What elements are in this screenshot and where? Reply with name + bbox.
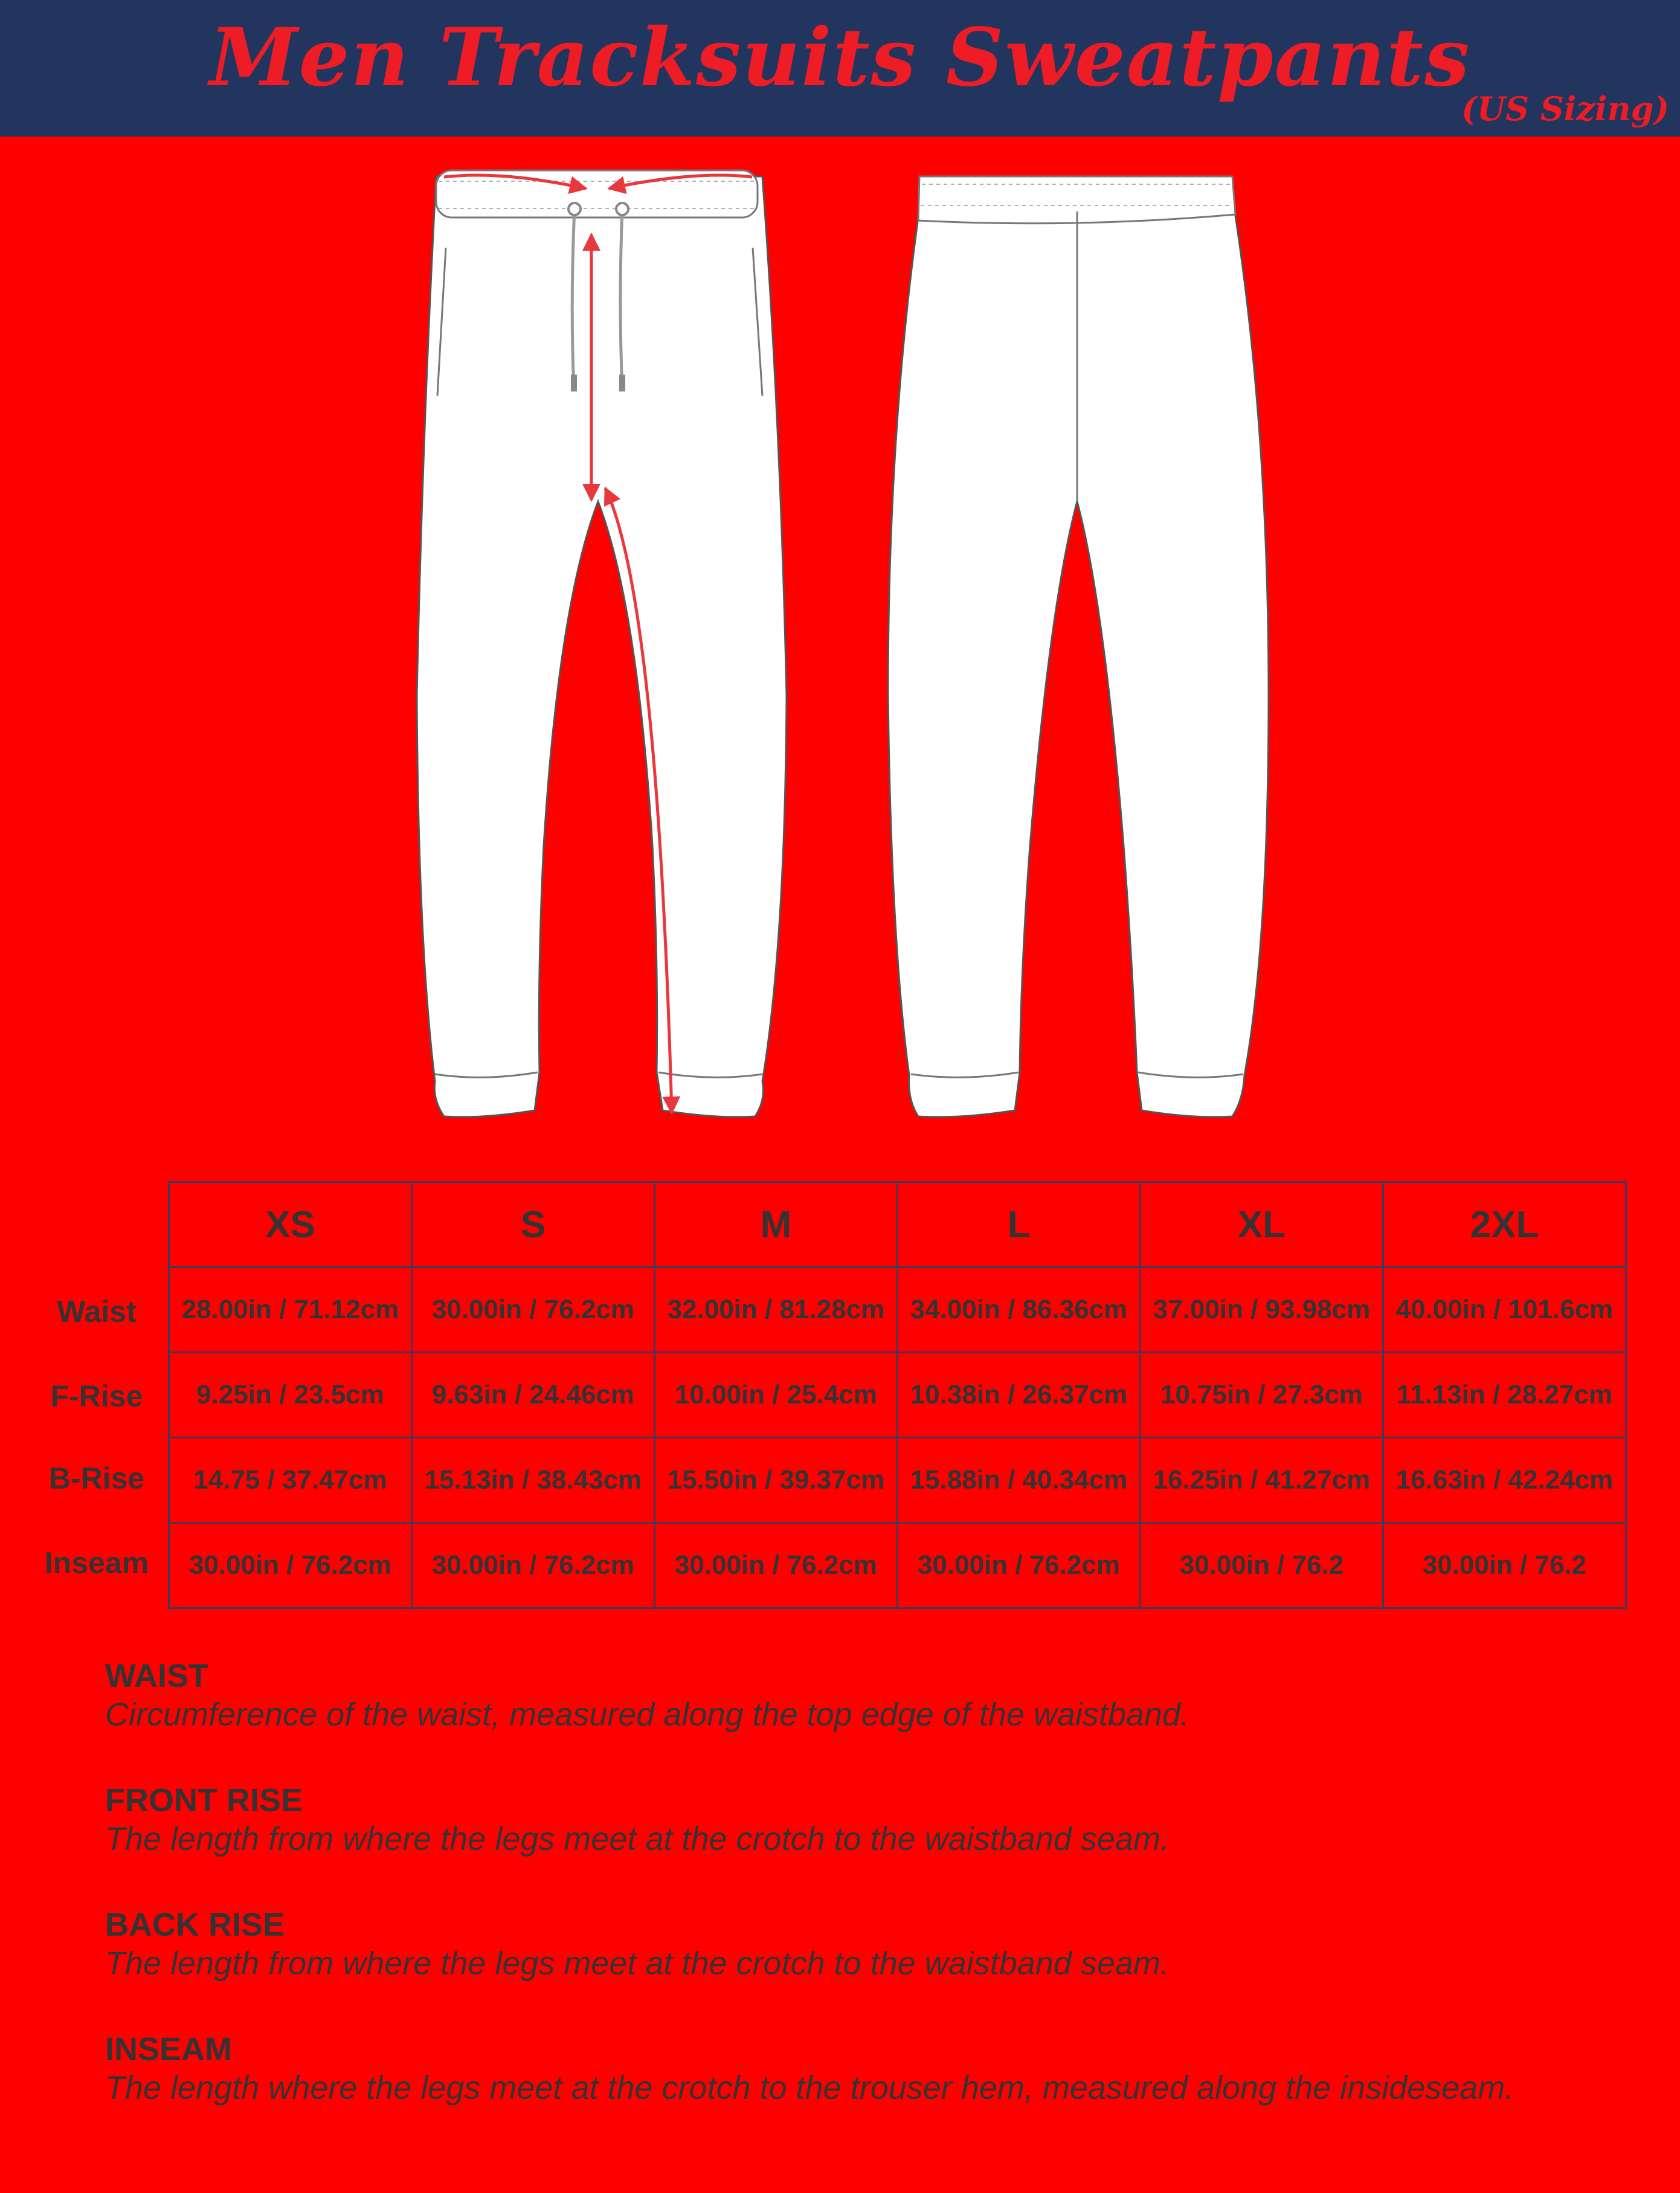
table-cell: 30.00in / 76.2cm [169,1523,412,1608]
row-label-waist: Waist [57,1295,137,1328]
definition-inseam [105,2030,1652,2154]
front-waistband [436,170,758,217]
table-cell: 9.25in / 23.5cm [169,1353,412,1438]
definition-heading: BACK RISE [105,1907,285,1943]
front-pants-body [417,176,787,1117]
size-header-m: M [655,1182,898,1267]
pants-illustration [0,137,1680,1164]
measurement-definitions [105,1657,1652,2154]
table-cell: 9.63in / 24.46cm [412,1353,655,1438]
table-row-front-rise [169,1353,1626,1438]
size-header-row [169,1182,1626,1267]
definition-heading: FRONT RISE [105,1782,303,1818]
right-eyelet [616,203,628,215]
table-cell: 10.38in / 26.37cm [898,1353,1141,1438]
definition-text: The length from where the legs meet at the crotch to the waistband seam. [105,1945,1170,1982]
size-header-xs: XS [169,1182,412,1267]
left-eyelet [568,203,581,215]
size-header-2xl: 2XL [1383,1182,1626,1267]
table-cell: 15.13in / 38.43cm [412,1438,655,1523]
table-cell: 40.00in / 101.6cm [1383,1267,1626,1353]
table-cell: 30.00in / 76.2 [1141,1523,1383,1608]
table-cell: 11.13in / 28.27cm [1383,1353,1626,1438]
table-row-waist [169,1267,1626,1353]
table-cell: 15.50in / 39.37cm [655,1438,898,1523]
header-bar [0,0,1680,137]
page-title: Men Tracksuits Sweatpants [209,11,1471,105]
front-pants-view [417,170,787,1117]
table-cell: 16.25in / 41.27cm [1141,1438,1383,1523]
row-label-back-rise: B-Rise [48,1461,145,1495]
table-cell: 37.00in / 93.98cm [1141,1267,1383,1353]
row-label-front-rise: F-Rise [50,1379,143,1413]
table-cell: 30.00in / 76.2cm [412,1523,655,1608]
definition-text: The length from where the legs meet at the crotch to the waistband seam. [105,1821,1170,1857]
table-row-back-rise [169,1438,1626,1523]
definition-waist [105,1657,1652,1781]
definition-heading: INSEAM [105,2031,233,2067]
table-cell: 30.00in / 76.2cm [655,1523,898,1608]
definition-heading: WAIST [105,1658,208,1694]
table-cell: 16.63in / 42.24cm [1383,1438,1626,1523]
table-row-inseam [169,1523,1626,1608]
table-cell: 14.75 / 37.47cm [169,1438,412,1523]
definition-text: Circumference of the waist, measured along the top edge of the waistband. [105,1696,1190,1733]
table-cell: 10.00in / 25.4cm [655,1353,898,1438]
table-cell: 28.00in / 71.12cm [169,1267,412,1353]
table-cell: 30.00in / 76.2cm [412,1267,655,1353]
table-cell: 10.75in / 27.3cm [1141,1353,1383,1438]
size-table [168,1181,1627,1609]
back-pants-view [888,176,1269,1117]
row-label-inseam: Inseam [44,1546,149,1580]
table-cell: 32.00in / 81.28cm [655,1267,898,1353]
sizing-note: (US Sizing) [1461,89,1669,128]
table-cell: 30.00in / 76.2 [1383,1523,1626,1608]
table-cell: 34.00in / 86.36cm [898,1267,1141,1353]
table-cell: 30.00in / 76.2cm [898,1523,1141,1608]
definition-front-rise [105,1781,1652,1905]
table-cell: 15.88in / 40.34cm [898,1438,1141,1523]
size-header-s: S [412,1182,655,1267]
definition-back-rise [105,1905,1652,2030]
definition-text: The length where the legs meet at the crotch to the trouser hem, measured along the insideseam. [105,2070,1514,2106]
back-pants-body [888,196,1269,1117]
size-header-xl: XL [1141,1182,1383,1267]
size-header-l: L [898,1182,1141,1267]
